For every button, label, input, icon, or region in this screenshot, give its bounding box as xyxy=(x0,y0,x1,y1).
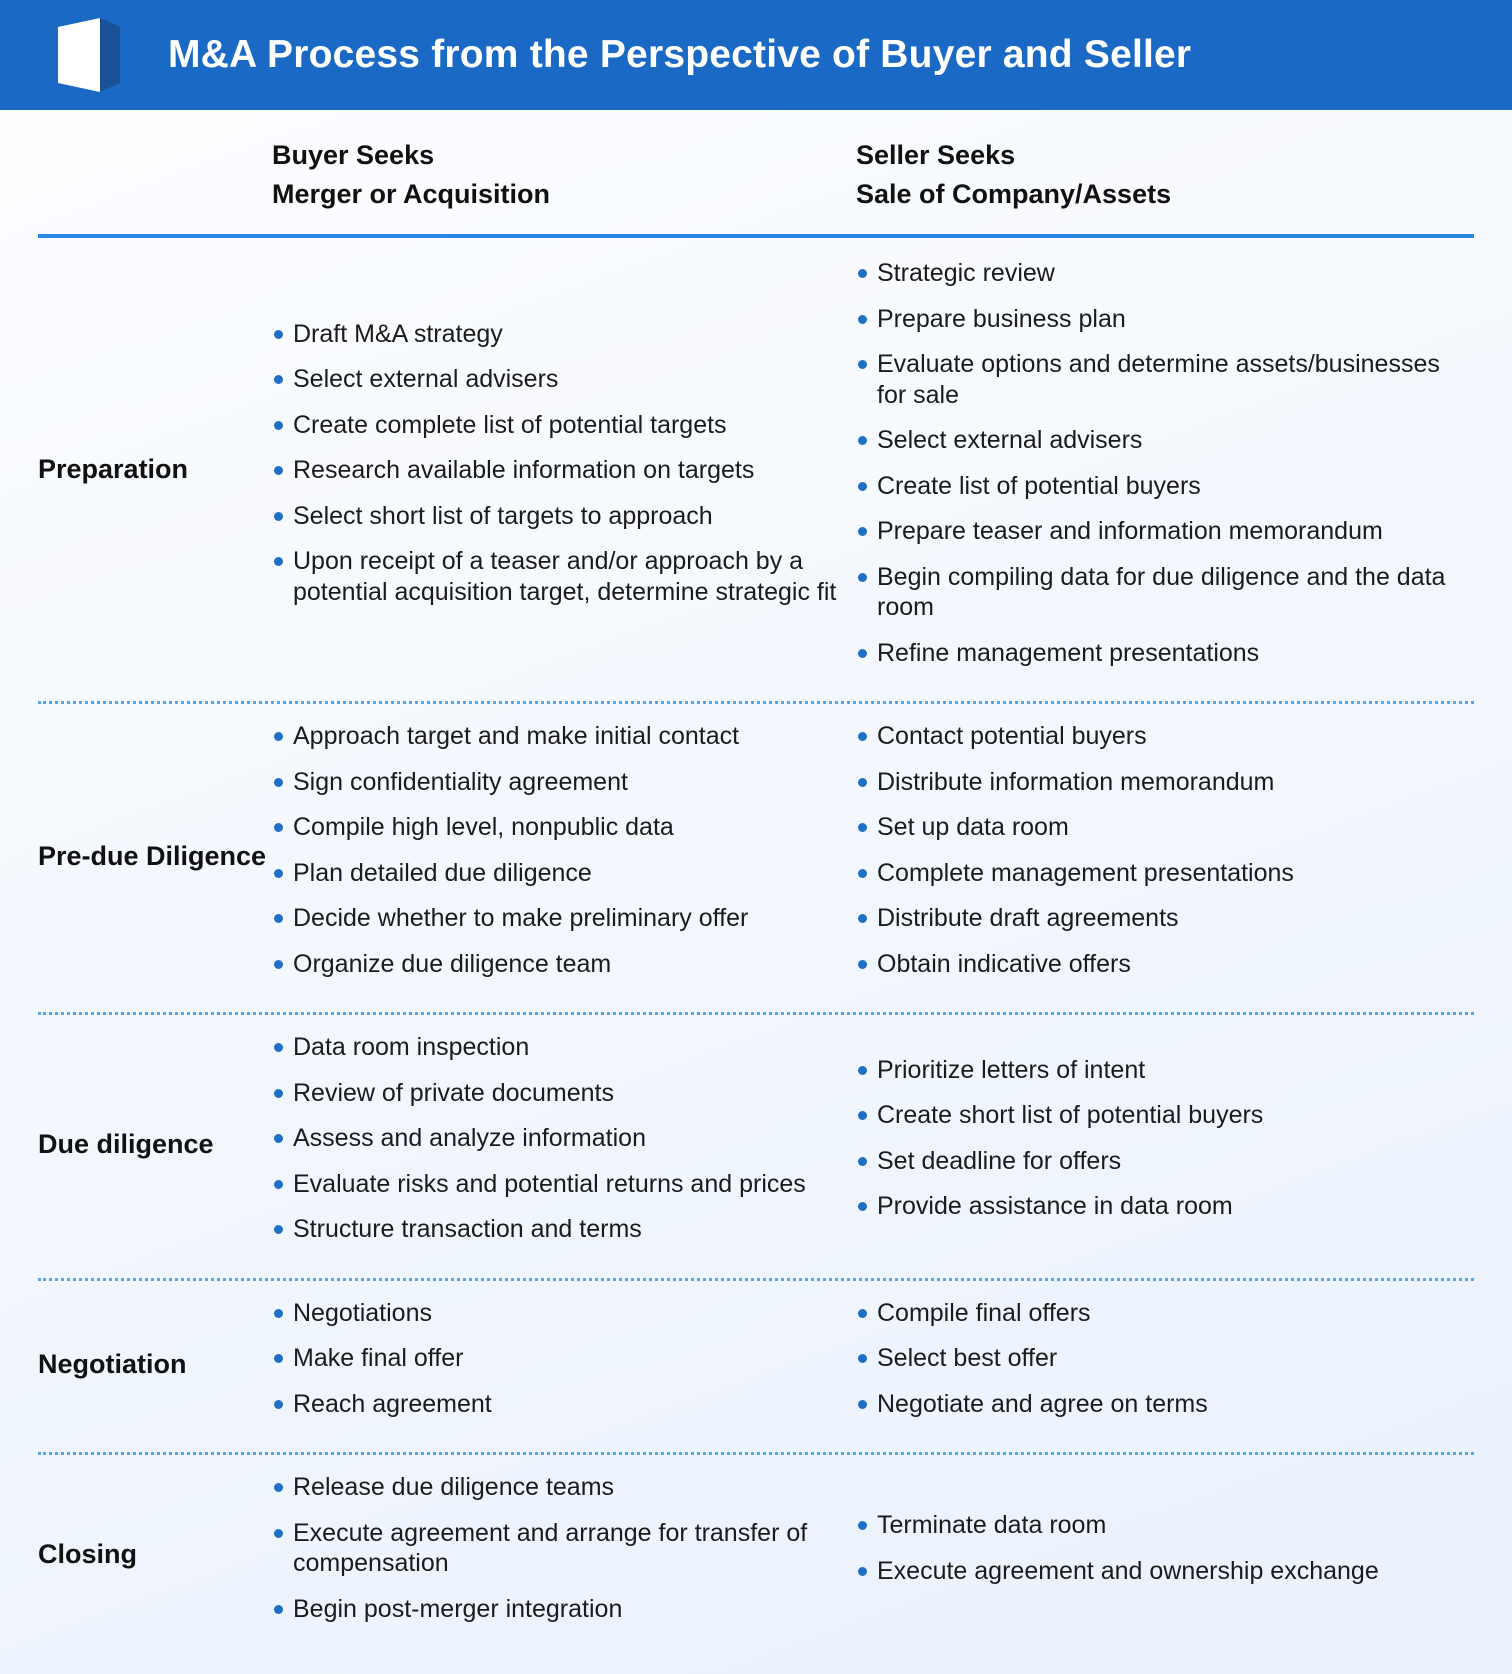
stage-buyer-column-closing xyxy=(272,1470,856,1639)
header-bar xyxy=(0,0,1512,110)
stage-buyer-column-preparation xyxy=(272,317,856,623)
list-item: Execute agreement and ownership exchange xyxy=(856,1556,1474,1587)
list-item: Execute agreement and arrange for transfer of compensation xyxy=(272,1518,856,1579)
list-item: Plan detailed due diligence xyxy=(272,858,856,889)
list-item: Data room inspection xyxy=(272,1032,856,1063)
list-item: Prioritize letters of intent xyxy=(856,1055,1474,1086)
box-3d-icon xyxy=(58,18,120,92)
list-item: Reach agreement xyxy=(272,1389,856,1420)
list-item: Upon receipt of a teaser and/or approach by a potential acquisition target, determine strategic fit xyxy=(272,546,856,607)
list-item: Select best offer xyxy=(856,1343,1474,1374)
column-heading-buyer xyxy=(272,136,550,214)
list-item: Assess and analyze information xyxy=(272,1123,856,1154)
column-headings xyxy=(0,110,1512,238)
stage-seller-column-closing xyxy=(856,1508,1474,1601)
column-heading-buyer-line1: Buyer Seeks xyxy=(272,140,435,170)
list-item: Refine management presentations xyxy=(856,638,1474,669)
stage-row-due-diligence xyxy=(0,1012,1512,1278)
stage-seller-column-preparation xyxy=(856,256,1474,683)
bullet-list xyxy=(856,1055,1474,1222)
list-item: Begin compiling data for due diligence and the data room xyxy=(856,562,1474,623)
bullet-list xyxy=(272,1298,856,1420)
list-item: Prepare business plan xyxy=(856,304,1474,335)
list-item: Strategic review xyxy=(856,258,1474,289)
stage-seller-column-due-diligence xyxy=(856,1053,1474,1237)
list-item: Make final offer xyxy=(272,1343,856,1374)
list-item: Distribute information memorandum xyxy=(856,767,1474,798)
stage-buyer-column-pre-due-diligence xyxy=(272,719,856,994)
list-item: Negotiate and agree on terms xyxy=(856,1389,1474,1420)
list-item: Select short list of targets to approach xyxy=(272,501,856,532)
stage-seller-column-pre-due-diligence xyxy=(856,719,1474,994)
column-heading-buyer-line2: Merger or Acquisition xyxy=(272,179,551,210)
bullet-list xyxy=(272,319,856,608)
stage-label-closing: Closing xyxy=(38,1538,137,1569)
bullet-list xyxy=(856,1510,1474,1586)
list-item: Decide whether to make preliminary offer xyxy=(272,903,856,934)
list-item: Select external advisers xyxy=(272,364,856,395)
bullet-list xyxy=(856,721,1474,979)
list-item: Organize due diligence team xyxy=(272,949,856,980)
stage-label-preparation: Preparation xyxy=(38,453,189,484)
stage-label-due-diligence: Due diligence xyxy=(38,1129,214,1160)
list-item: Begin post-merger integration xyxy=(272,1594,856,1625)
stage-seller-column-negotiation xyxy=(856,1296,1474,1435)
list-item: Complete management presentations xyxy=(856,858,1474,889)
list-item: Contact potential buyers xyxy=(856,721,1474,752)
list-item: Review of private documents xyxy=(272,1078,856,1109)
list-item: Sign confidentiality agreement xyxy=(272,767,856,798)
list-item: Obtain indicative offers xyxy=(856,949,1474,980)
list-item: Negotiations xyxy=(272,1298,856,1329)
bullet-list xyxy=(856,258,1474,668)
list-item: Set up data room xyxy=(856,812,1474,843)
bullet-list xyxy=(272,1472,856,1624)
column-heading-seller-line1: Seller Seeks xyxy=(856,140,1016,170)
list-item: Set deadline for offers xyxy=(856,1146,1474,1177)
stage-rows xyxy=(0,238,1512,1674)
bullet-list xyxy=(272,1032,856,1245)
stage-label-negotiation: Negotiation xyxy=(38,1349,187,1380)
stage-label-pre-due-diligence: Pre-due Diligence xyxy=(38,840,267,871)
bullet-list xyxy=(856,1298,1474,1420)
list-item: Create short list of potential buyers xyxy=(856,1100,1474,1131)
list-item: Create list of potential buyers xyxy=(856,471,1474,502)
stage-row-negotiation xyxy=(0,1278,1512,1453)
list-item: Release due diligence teams xyxy=(272,1472,856,1503)
bullet-list xyxy=(272,721,856,979)
list-item: Approach target and make initial contact xyxy=(272,721,856,752)
list-item: Create complete list of potential targets xyxy=(272,410,856,441)
list-item: Distribute draft agreements xyxy=(856,903,1474,934)
stage-buyer-column-negotiation xyxy=(272,1296,856,1435)
stage-buyer-column-due-diligence xyxy=(272,1030,856,1260)
list-item: Evaluate risks and potential returns and prices xyxy=(272,1169,856,1200)
stage-row-preparation xyxy=(0,238,1512,701)
column-heading-seller-line2: Sale of Company/Assets xyxy=(856,179,1172,210)
stage-row-pre-due-diligence xyxy=(0,701,1512,1012)
list-item: Draft M&A strategy xyxy=(272,319,856,350)
page-title: M&A Process from the Perspective of Buyer and Seller xyxy=(168,33,1192,76)
list-item: Terminate data room xyxy=(856,1510,1474,1541)
stage-row-closing xyxy=(0,1452,1512,1657)
list-item: Research available information on targets xyxy=(272,455,856,486)
list-item: Structure transaction and terms xyxy=(272,1214,856,1245)
list-item: Evaluate options and determine assets/businesses for sale xyxy=(856,349,1474,410)
list-item: Provide assistance in data room xyxy=(856,1191,1474,1222)
list-item: Compile final offers xyxy=(856,1298,1474,1329)
list-item: Select external advisers xyxy=(856,425,1474,456)
list-item: Compile high level, nonpublic data xyxy=(272,812,856,843)
column-heading-seller xyxy=(856,136,1171,214)
list-item: Prepare teaser and information memorandum xyxy=(856,516,1474,547)
